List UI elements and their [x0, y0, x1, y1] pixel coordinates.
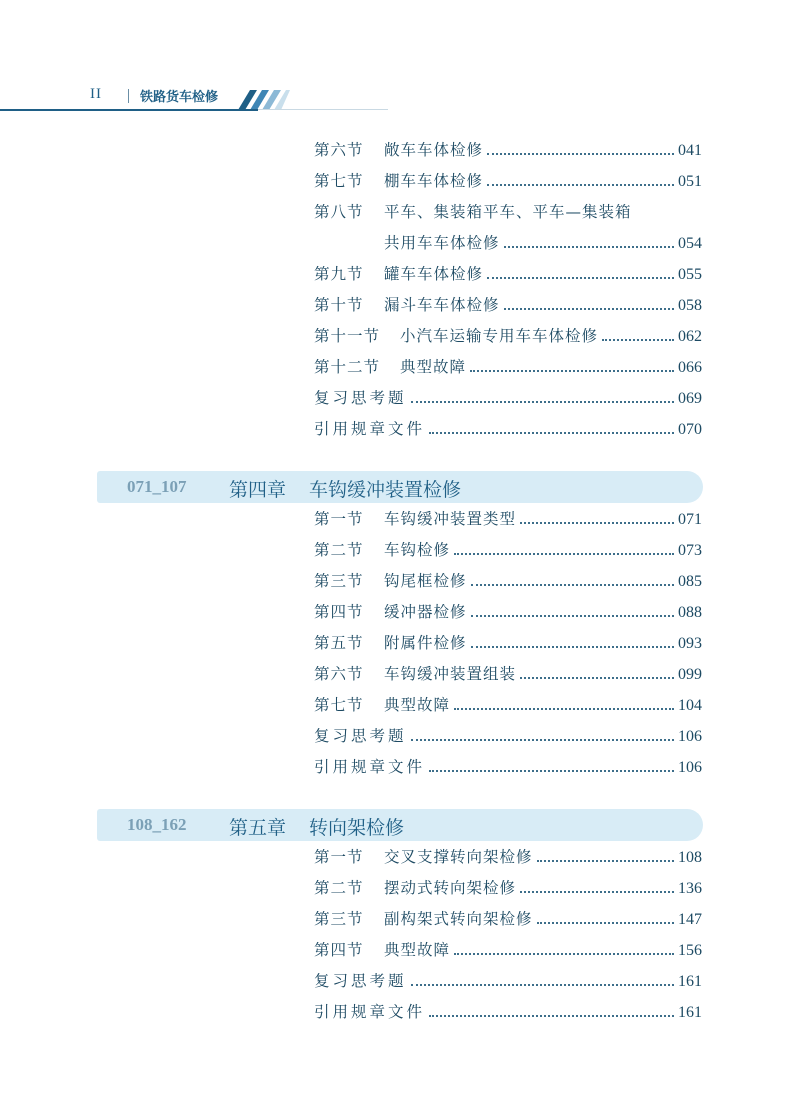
chapter-number: 第五章: [229, 817, 287, 839]
toc-entry-continued[interactable]: [314, 231, 702, 253]
section-label: 第六节: [314, 141, 364, 159]
toc-entry-review[interactable]: [314, 386, 702, 408]
section-label: 第三节: [314, 910, 364, 928]
section-title: 平车、集装箱平车、平车—集装箱: [384, 203, 632, 221]
section-label: 第九节: [314, 265, 364, 283]
dot-leader: [429, 1015, 674, 1017]
page-number: 051: [678, 173, 702, 190]
dot-leader: [470, 370, 674, 372]
header-stripes-icon: [238, 90, 290, 110]
section-label: 第七节: [314, 172, 364, 190]
header-page-number: II: [90, 86, 102, 102]
page-number: 069: [678, 390, 702, 407]
page-number: 136: [678, 880, 702, 897]
section-label: 第二节: [314, 879, 364, 897]
section-title-continued: 共用车车体检修: [384, 234, 500, 252]
section-title: 小汽车运输专用车车体检修: [400, 327, 599, 345]
chapter-page-range: 071_107: [127, 477, 187, 496]
page-number: 062: [678, 328, 702, 345]
section-label: 第十节: [314, 296, 364, 314]
page-number: 161: [678, 973, 702, 990]
section-label: 第七节: [314, 696, 364, 714]
page-number: 099: [678, 666, 702, 683]
page-number: 108: [678, 849, 702, 866]
chapter-page-range: 108_162: [127, 815, 187, 834]
section-title: 附属件检修: [384, 634, 467, 652]
dot-leader: [520, 522, 674, 524]
dot-leader: [411, 984, 674, 986]
dot-leader: [487, 277, 674, 279]
section-label: 第四节: [314, 603, 364, 621]
section-label: 第一节: [314, 848, 364, 866]
chapter-title: 车钩缓冲装置检修: [309, 479, 462, 501]
section-label: 第四节: [314, 941, 364, 959]
toc-entry[interactable]: [314, 693, 702, 715]
references-label: 引用规章文件: [314, 420, 426, 438]
toc-entry[interactable]: [314, 938, 702, 960]
dot-leader: [537, 922, 674, 924]
page-header: [0, 78, 390, 112]
page-number: 106: [678, 759, 702, 776]
section-label: 第二节: [314, 541, 364, 559]
section-title: 漏斗车车体检修: [384, 296, 500, 314]
dot-leader: [487, 153, 674, 155]
toc-entry[interactable]: [314, 845, 702, 867]
toc-entry-review[interactable]: [314, 969, 702, 991]
toc-entry-references[interactable]: [314, 1000, 702, 1022]
toc-entry-review[interactable]: [314, 724, 702, 746]
header-book-title: 铁路货车检修: [140, 90, 219, 105]
page-number: 088: [678, 604, 702, 621]
page-number: 161: [678, 1004, 702, 1021]
section-title: 典型故障: [384, 696, 451, 714]
section-label: 第一节: [314, 510, 364, 528]
section-title: 典型故障: [384, 941, 451, 959]
page-number: 071: [678, 511, 702, 528]
toc-entry[interactable]: [314, 200, 702, 222]
dot-leader: [504, 308, 674, 310]
page-number: 147: [678, 911, 702, 928]
header-rule: [0, 109, 258, 111]
toc-entry[interactable]: [314, 355, 702, 377]
toc-entry[interactable]: [314, 662, 702, 684]
dot-leader: [429, 770, 674, 772]
header-separator: [128, 89, 129, 103]
toc-entry[interactable]: [314, 600, 702, 622]
section-title: 罐车车体检修: [384, 265, 484, 283]
dot-leader: [411, 739, 674, 741]
section-label: 第十一节: [314, 327, 381, 345]
toc-entry[interactable]: [314, 293, 702, 315]
dot-leader: [429, 432, 674, 434]
toc-entry-references[interactable]: [314, 755, 702, 777]
dot-leader: [520, 677, 674, 679]
page-number: 054: [678, 235, 702, 252]
toc-entry[interactable]: [314, 907, 702, 929]
section-title: 摆动式转向架检修: [384, 879, 517, 897]
dot-leader: [454, 953, 674, 955]
toc-entry[interactable]: [314, 631, 702, 653]
dot-leader: [537, 860, 674, 862]
section-title: 车钩缓冲装置类型: [384, 510, 517, 528]
dot-leader: [411, 401, 674, 403]
section-title: 缓冲器检修: [384, 603, 467, 621]
toc-entry[interactable]: [314, 507, 702, 529]
dot-leader: [471, 646, 674, 648]
toc-entry[interactable]: [314, 262, 702, 284]
chapter-number: 第四章: [229, 479, 287, 501]
section-title: 敞车车体检修: [384, 141, 484, 159]
toc-entry-references[interactable]: [314, 417, 702, 439]
section-label: 第五节: [314, 634, 364, 652]
review-questions-label: 复习思考题: [314, 972, 407, 990]
section-label: 第六节: [314, 665, 364, 683]
header-rule-light: [258, 109, 388, 110]
section-title: 棚车车体检修: [384, 172, 484, 190]
dot-leader: [471, 615, 674, 617]
page-number: 055: [678, 266, 702, 283]
toc-entry[interactable]: [314, 538, 702, 560]
section-title: 车钩缓冲装置组装: [384, 665, 517, 683]
toc-entry[interactable]: [314, 569, 702, 591]
review-questions-label: 复习思考题: [314, 727, 407, 745]
dot-leader: [602, 339, 674, 341]
section-label: 第八节: [314, 203, 364, 221]
toc-entry[interactable]: [314, 876, 702, 898]
dot-leader: [454, 553, 674, 555]
page-number: 093: [678, 635, 702, 652]
chapter-4-heading[interactable]: [97, 471, 703, 503]
section-label: 第三节: [314, 572, 364, 590]
dot-leader: [454, 708, 674, 710]
chapter-title: 转向架检修: [309, 817, 405, 839]
page-number: 058: [678, 297, 702, 314]
page-number: 106: [678, 728, 702, 745]
section-title: 典型故障: [400, 358, 467, 376]
toc-entry[interactable]: [314, 324, 702, 346]
dot-leader: [504, 246, 674, 248]
page-number: 156: [678, 942, 702, 959]
dot-leader: [520, 891, 674, 893]
page-number: 066: [678, 359, 702, 376]
section-title: 副构架式转向架检修: [384, 910, 533, 928]
review-questions-label: 复习思考题: [314, 389, 407, 407]
page-number: 085: [678, 573, 702, 590]
page-number: 070: [678, 421, 702, 438]
page-number: 041: [678, 142, 702, 159]
references-label: 引用规章文件: [314, 758, 426, 776]
page-number: 073: [678, 542, 702, 559]
section-title: 交叉支撑转向架检修: [384, 848, 533, 866]
toc-entry[interactable]: [314, 138, 702, 160]
references-label: 引用规章文件: [314, 1003, 426, 1021]
dot-leader: [471, 584, 674, 586]
dot-leader: [487, 184, 674, 186]
chapter-5-heading[interactable]: [97, 809, 703, 841]
section-title: 车钩检修: [384, 541, 451, 559]
page-number: 104: [678, 697, 702, 714]
section-label: 第十二节: [314, 358, 381, 376]
toc-entry[interactable]: [314, 169, 702, 191]
section-title: 钩尾框检修: [384, 572, 467, 590]
